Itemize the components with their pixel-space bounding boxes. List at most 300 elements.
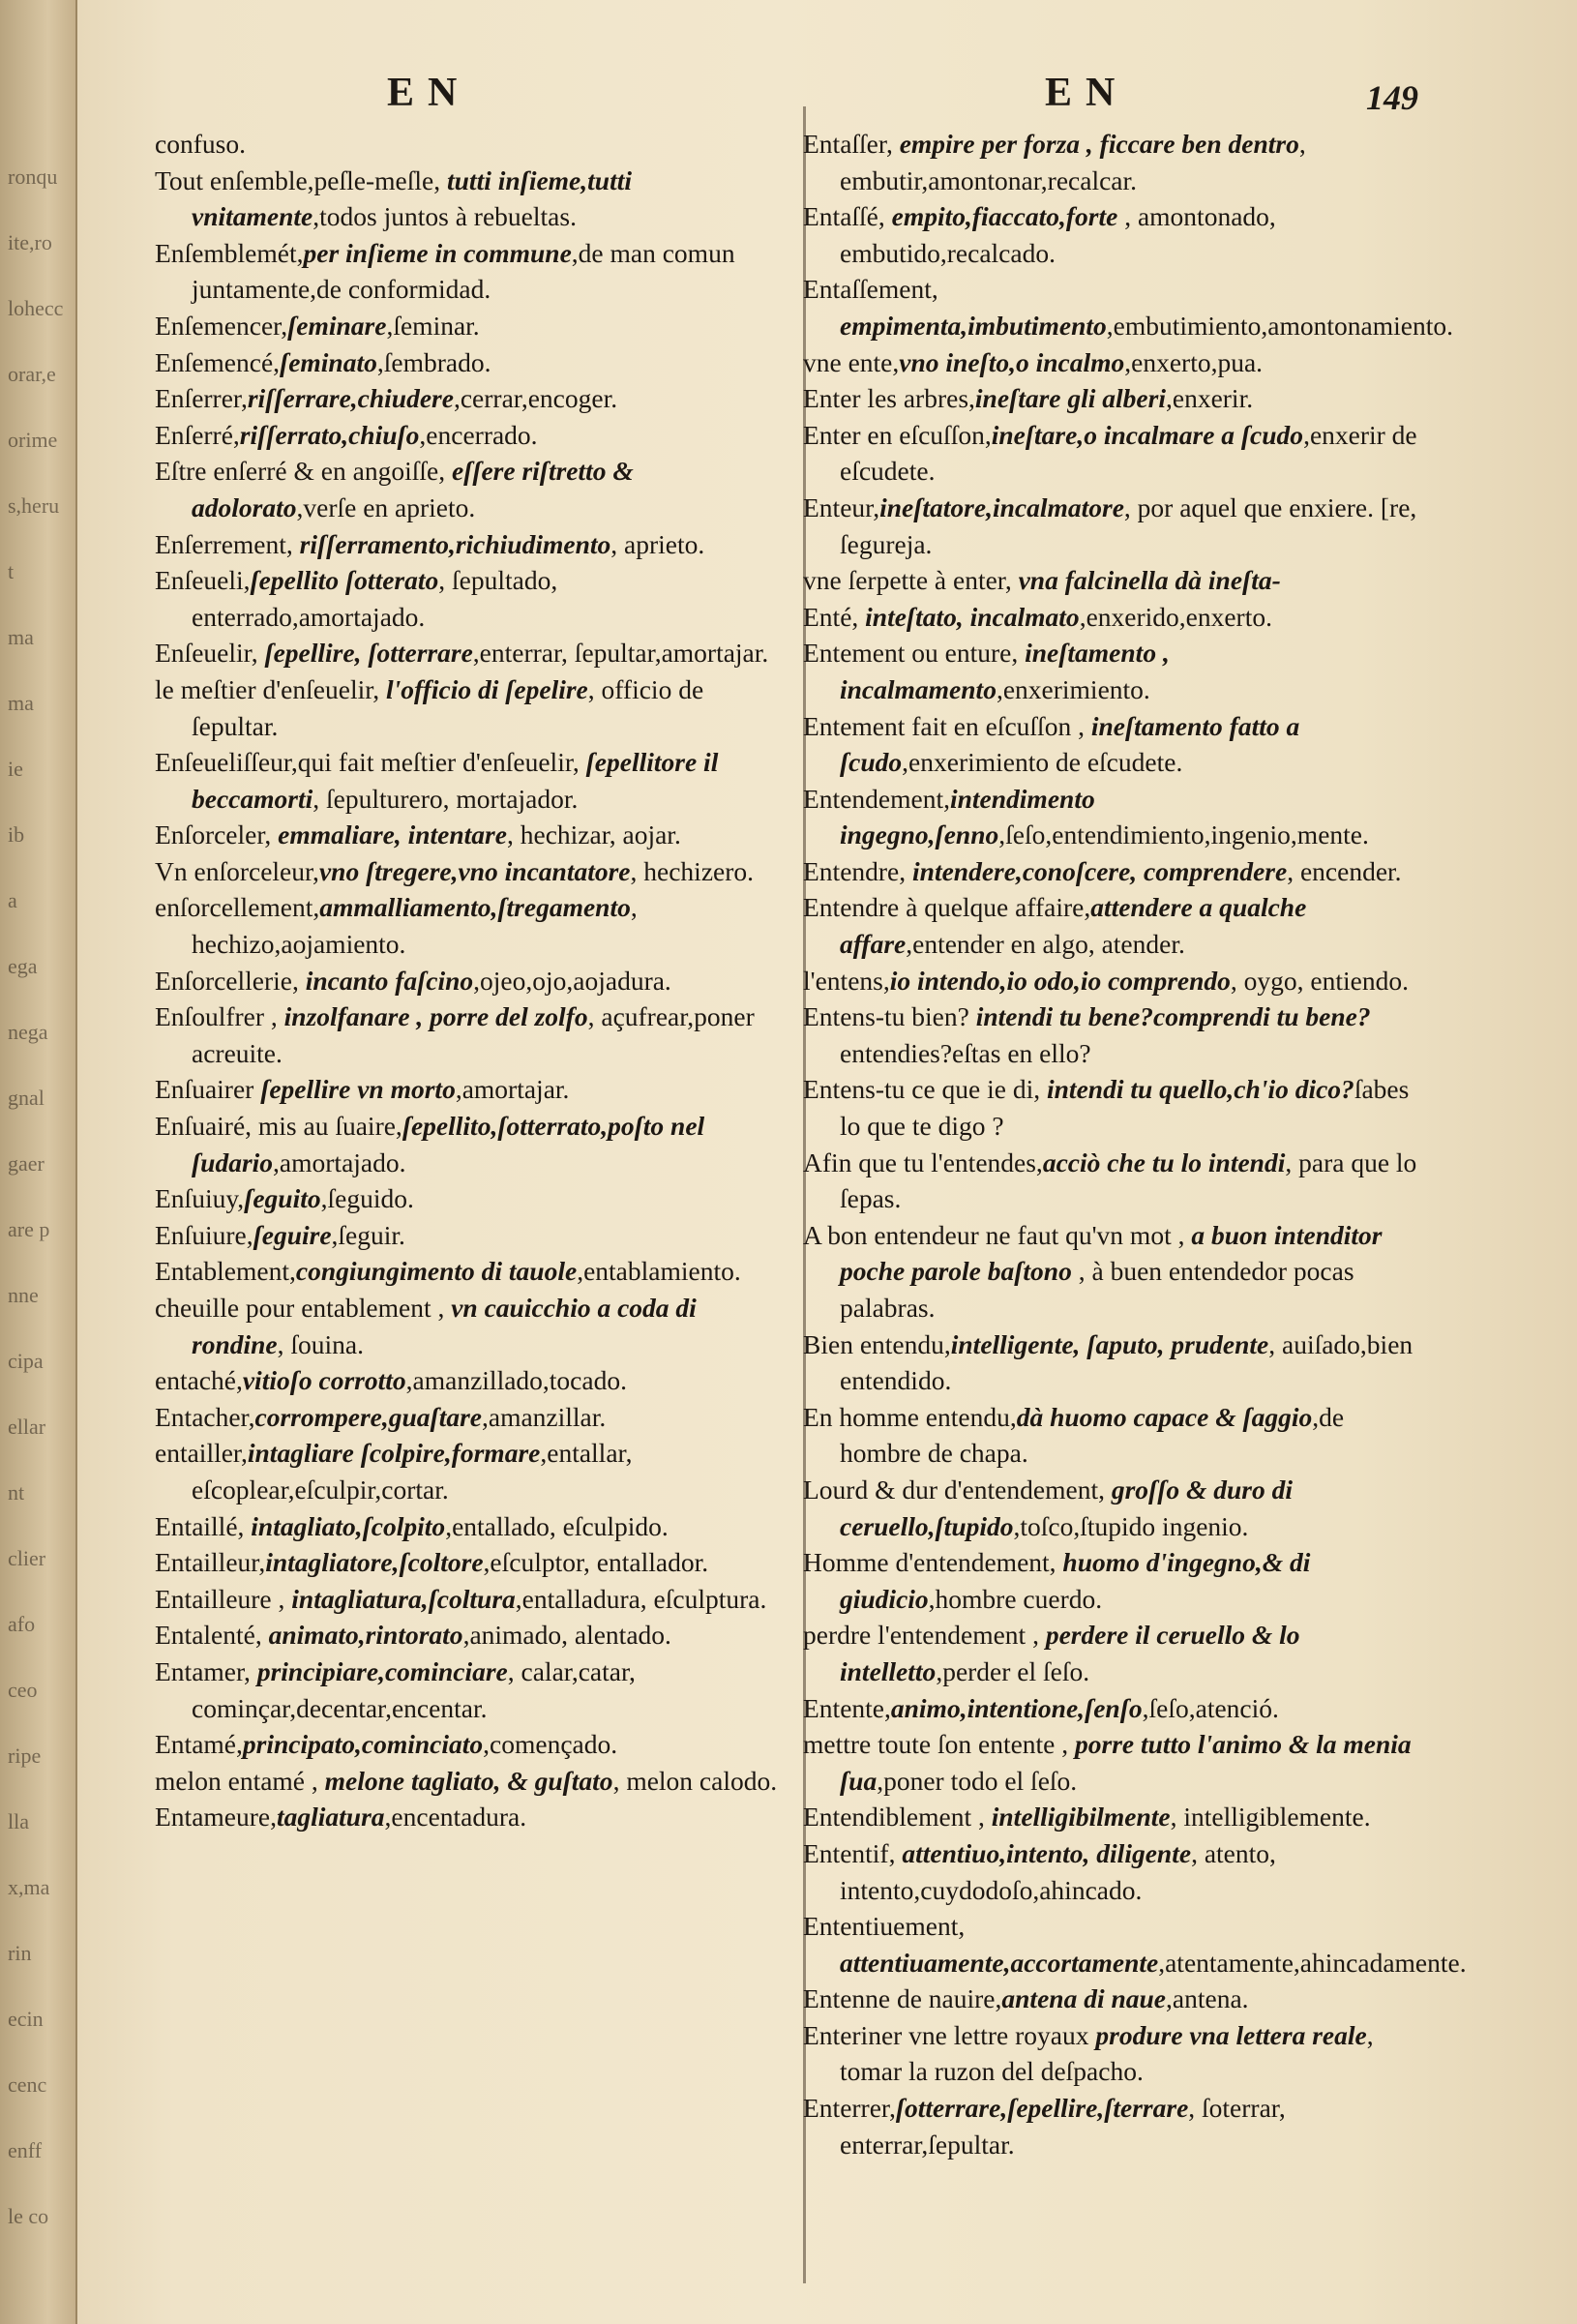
entry-italian: vna falcinella dà ineſta-	[1018, 565, 1281, 596]
entry-italian: ſepellito ſotterato	[250, 565, 439, 596]
entry-headword: Enteriner vne lettre royaux	[803, 2019, 1096, 2050]
entry-italian: ſepellire, ſotterrare	[264, 638, 473, 669]
entry-italian: dà huomo capace & ſaggio	[1016, 1401, 1313, 1432]
entry-headword: Enſerrement,	[155, 528, 300, 559]
entry-italian: congiungimento di tauole	[295, 1256, 578, 1287]
entry-spanish: ,entablamiento.	[577, 1256, 741, 1287]
dictionary-entry	[803, 271, 1453, 343]
entry-italian: ineſtatore,incalmatore	[879, 492, 1124, 522]
dictionary-entry	[803, 1399, 1422, 1472]
entry-italian: intelligente, ſaputo, prudente	[950, 1328, 1269, 1359]
entry-italian: riſſerrare,chiudere	[247, 383, 454, 414]
dictionary-entry	[803, 1071, 1422, 1144]
margin-fragment: afo	[8, 1612, 36, 1636]
dictionary-entry	[155, 453, 784, 525]
entry-spanish: ,toſco,ſtupido ingenio.	[1013, 1510, 1249, 1541]
running-head-right: EN	[1045, 71, 1129, 115]
entry-headword: Entente,	[803, 1692, 891, 1723]
entry-spanish: ,ſeguir.	[331, 1219, 405, 1250]
dictionary-entry	[155, 817, 784, 853]
dictionary-entry	[155, 562, 784, 635]
margin-fragment: ib	[8, 822, 25, 847]
entry-headword: Enſuiuy,	[155, 1183, 245, 1214]
entry-spanish: , atento, intento,cuydodoſo,ahincado.	[840, 1837, 1276, 1905]
dictionary-entry	[155, 417, 784, 454]
margin-fragment: ceo	[8, 1678, 38, 1702]
entry-spanish: ,atentamente,ahincadamente.	[1158, 1947, 1467, 1978]
entry-italian: ſeguire	[253, 1219, 332, 1250]
entry-headword: Enſuairer	[155, 1074, 261, 1105]
entry-italian: eſſere riſtretto & adolorato	[192, 456, 634, 522]
dictionary-entry	[803, 198, 1422, 271]
entry-italian: antena di naue	[1001, 1983, 1167, 2014]
entry-headword: l'entens,	[803, 965, 890, 996]
entry-italian: intagliare ſcolpire,formare	[247, 1438, 541, 1469]
dictionary-entry	[155, 1180, 784, 1217]
dictionary-entry	[155, 163, 784, 235]
entry-headword: vne ente,	[803, 346, 900, 377]
entry-spanish: ,entallado, eſculpido.	[445, 1510, 669, 1541]
entry-italian: io intendo,io odo,io comprendo	[889, 965, 1231, 996]
entry-spanish: ,amanzillado,tocado.	[405, 1365, 627, 1396]
entry-spanish: , hechizar, aojar.	[506, 819, 681, 850]
entry-italian: empimenta,imbutimento	[840, 310, 1107, 341]
entry-italian: principato,cominciato	[242, 1729, 484, 1760]
entry-spanish: , por aquel que enxiere. [re, ſegureja.	[840, 492, 1417, 559]
entry-spanish: , melon calodo.	[612, 1765, 778, 1796]
entry-italian: intagliatore,ſcoltore	[265, 1547, 484, 1578]
margin-fragment: s,heru	[8, 493, 60, 518]
dictionary-entry	[155, 1799, 784, 1835]
entry-spanish: ,enxerir de eſcudete.	[840, 419, 1417, 487]
entry-italian: animo,intentione,ſenſo	[890, 1692, 1143, 1723]
entry-headword: Entendre à quelque affaire,	[803, 892, 1091, 923]
entry-italian: a buon intenditor poche parole baſtono	[840, 1219, 1383, 1287]
entry-italian: attentiuo,intento, diligente	[902, 1837, 1192, 1868]
dictionary-entry	[155, 1399, 784, 1436]
entry-headword: Enſerré,	[155, 419, 240, 450]
entry-spanish: ,eſculptor, entallador.	[483, 1547, 709, 1578]
dictionary-entry	[155, 998, 784, 1071]
entry-spanish: ,ſeſo,entendimiento,ingenio,mente.	[998, 819, 1369, 850]
dictionary-entry	[803, 1835, 1422, 1908]
entry-spanish: ,enxerimiento de eſcudete.	[902, 747, 1183, 778]
dictionary-entry	[155, 344, 784, 381]
entry-italian: huomo d'ingegno,& di giudicio	[840, 1547, 1311, 1614]
entry-spanish: ,encerrado.	[419, 419, 538, 450]
margin-fragment: ma	[8, 625, 34, 649]
entry-headword: Enter les arbres,	[803, 383, 975, 414]
entry-headword: Enſoulfrer ,	[155, 1001, 284, 1032]
entry-spanish: , encender.	[1287, 855, 1402, 886]
dictionary-entry	[155, 1435, 784, 1507]
entry-spanish: ,perder el ſeſo.	[936, 1655, 1090, 1686]
entry-spanish: , embutir,amontonar,recalcar.	[840, 129, 1306, 195]
entry-headword: Enſemencé,	[155, 346, 281, 377]
entry-headword: Entaſſer,	[803, 129, 900, 159]
entry-headword: Enſuairé, mis au ſuaire,	[155, 1111, 402, 1142]
dictionary-entry	[155, 1617, 784, 1654]
dictionary-entry	[803, 1326, 1422, 1399]
entry-italian: ammalliamento,ſtregamento	[319, 892, 631, 923]
dictionary-entry	[155, 1290, 784, 1362]
dictionary-entry	[803, 490, 1422, 562]
dictionary-entry	[155, 380, 784, 417]
entry-headword: Tout enſemble,peſle-meſle,	[155, 164, 447, 195]
entry-spanish: ,ſeguido.	[320, 1183, 414, 1214]
entry-spanish: , calar,catar, cominçar,decentar,encentar.	[192, 1655, 636, 1723]
entry-spanish: ,entender en algo, atender.	[906, 929, 1185, 960]
entry-italian: attentiuamente,accortamente	[840, 1947, 1159, 1978]
dictionary-entry	[155, 235, 784, 308]
entry-headword: A bon entendeur ne faut qu'vn mot ,	[803, 1219, 1192, 1250]
entry-spanish: , ſepultado, enterrado,amortajado.	[192, 565, 558, 632]
entry-headword: perdre l'entendement ,	[803, 1620, 1046, 1651]
entry-headword: Vn enſorceleur,	[155, 855, 319, 886]
running-head-left: EN	[387, 71, 471, 115]
entry-spanish: ,todos juntos à rebueltas.	[312, 201, 577, 232]
entry-italian: per inſieme in commune	[303, 237, 572, 268]
entry-italian: emmaliare, intentare	[278, 819, 507, 850]
entry-italian: intelligibilmente	[991, 1802, 1171, 1832]
entry-headword: Entacher,	[155, 1401, 255, 1432]
dictionary-entry	[803, 1544, 1422, 1617]
entry-spanish: ,enxerir.	[1165, 383, 1254, 414]
entry-headword: Enſeuelir,	[155, 638, 265, 669]
entry-spanish: , hechizo,aojamiento.	[192, 892, 638, 960]
entry-italian: ſeguito	[244, 1183, 321, 1214]
dictionary-entry	[803, 853, 1422, 890]
dictionary-entry	[155, 1654, 784, 1726]
margin-fragment: nega	[8, 1020, 48, 1044]
entry-spanish: entendies?eſtas en ello?	[840, 1037, 1091, 1068]
entry-italian: perdere il ceruello & lo intelletto	[840, 1620, 1300, 1686]
dictionary-entry	[155, 963, 784, 999]
entry-headword: Entens-tu ce que ie di,	[803, 1074, 1047, 1105]
entry-italian: produre vna lettera reale	[1095, 2019, 1367, 2050]
entry-spanish: , à buen entendedor pocas palabras.	[840, 1256, 1354, 1323]
entry-spanish: ,cerrar,encoger.	[453, 383, 618, 414]
entry-headword: melon entamé ,	[155, 1765, 325, 1796]
entry-headword: Entenne de nauire,	[803, 1983, 1002, 2014]
entry-spanish: ſabes lo que te digo ?	[840, 1074, 1410, 1142]
entry-headword: Enſuiure,	[155, 1219, 253, 1250]
entry-headword: Eſtre enſerré & en angoiſſe,	[155, 456, 452, 487]
page-number: 149	[1366, 78, 1418, 117]
entry-spanish: , officio de ſepultar.	[192, 673, 704, 741]
entry-headword: Entablement,	[155, 1256, 296, 1287]
entry-spanish: ,embutimiento,amontonamiento.	[1106, 310, 1453, 341]
entry-headword: entaché,	[155, 1365, 243, 1396]
entry-italian: attendere a qualche affare	[840, 892, 1307, 960]
entry-italian: intendere,conoſcere, comprendere	[912, 855, 1288, 886]
entry-italian: groſſo & duro di ceruello,ſtupido	[840, 1474, 1293, 1541]
entry-headword: Entendement,	[803, 783, 950, 814]
entry-italian: incanto faſcino	[305, 965, 474, 996]
dictionary-entry	[803, 1981, 1422, 2017]
margin-fragment: gnal	[8, 1086, 45, 1110]
entry-italian: ſepellire vn morto	[260, 1074, 456, 1105]
entry-italian: riſſerrato,chiuſo	[239, 419, 420, 450]
entry-headword: Enſorcellerie,	[155, 965, 306, 996]
entry-headword: Enſeueliſſeur,qui fait meſtier d'enſeuelir,	[155, 747, 586, 778]
entry-headword: Enſeueli,	[155, 565, 251, 596]
entry-spanish: ,animado, alentado.	[462, 1620, 671, 1651]
entry-headword: cheuille pour entablement ,	[155, 1293, 452, 1323]
entry-italian: ſepellitore il beccamorti	[192, 747, 719, 814]
entry-headword: Entameure,	[155, 1802, 277, 1832]
dictionary-entry	[803, 417, 1422, 490]
dictionary-entry	[155, 1108, 784, 1180]
margin-fragment: ellar	[8, 1415, 46, 1439]
dictionary-entry	[155, 1217, 784, 1254]
dictionary-entry	[803, 599, 1422, 636]
dictionary-entry	[155, 1544, 784, 1581]
margin-fragment: x,ma	[8, 1875, 50, 1899]
entry-headword: Entement ou enture,	[803, 638, 1026, 669]
entry-spanish: ,poner todo el ſeſo.	[877, 1765, 1078, 1796]
margin-fragment: t	[8, 559, 15, 583]
entry-headword: Enſemencer,	[155, 310, 288, 341]
entry-italian: tutti inſieme,tutti vnitamente	[192, 164, 632, 232]
dictionary-entry	[155, 308, 784, 344]
entry-italian: ſepellito,ſotterrato,poſto nel ſudario	[192, 1111, 705, 1177]
entry-spanish: ,enxerto,pua.	[1124, 346, 1264, 377]
entry-headword: Afin que tu l'entendes,	[803, 1147, 1043, 1177]
margin-fragment: are p	[8, 1217, 50, 1241]
margin-fragment: ie	[8, 757, 23, 781]
entry-headword: Enſerrer,	[155, 383, 248, 414]
entry-spanish: ,enxerido,enxerto.	[1079, 601, 1272, 632]
entry-headword: Entaillé,	[155, 1510, 252, 1541]
entry-italian: ineſtare gli alberi	[974, 383, 1166, 414]
margin-fragment: enff	[8, 2138, 43, 2162]
dictionary-entry	[803, 781, 1422, 853]
entry-headword: Lourd & dur d'entendement,	[803, 1474, 1112, 1505]
margin-fragment: ecin	[8, 2007, 44, 2031]
margin-fragment: cenc	[8, 2072, 47, 2097]
entry-headword: vne ſerpette à enter,	[803, 565, 1019, 596]
entry-spanish: , ſoterrar, enterrar,ſepultar.	[840, 2093, 1286, 2160]
dictionary-entry	[155, 1071, 784, 1108]
margin-fragment: nt	[8, 1480, 25, 1505]
entry-spanish: ,amortajado.	[273, 1147, 406, 1177]
entry-headword: En homme entendu,	[803, 1401, 1017, 1432]
dictionary-entry	[803, 1908, 1467, 1981]
margin-fragment: orar,e	[8, 362, 56, 386]
entry-italian: ineſtamento , incalmamento	[840, 638, 1170, 704]
entry-spanish: ,de hombre de chapa.	[840, 1401, 1345, 1469]
dictionary-entry	[803, 963, 1422, 999]
entry-italian: intagliatura,ſcoltura	[291, 1583, 516, 1614]
entry-italian: animato,rintorato	[268, 1620, 463, 1651]
entry-italian: inzolfanare , porre del zolfo	[283, 1001, 588, 1032]
entry-spanish: ,amanzillar.	[482, 1401, 607, 1432]
dictionary-entry	[155, 1763, 784, 1800]
margin-fragment: lla	[8, 1809, 29, 1833]
entry-headword: Enté,	[803, 601, 866, 632]
dictionary-entry	[803, 998, 1422, 1071]
entry-headword: Enter en eſcuſſon,	[803, 419, 992, 450]
margin-fragment: ripe	[8, 1743, 42, 1768]
entry-italian: intagliato,ſcolpito	[251, 1510, 446, 1541]
margin-fragment: ega	[8, 954, 38, 978]
entry-spanish: , amontonado, embutido,recalcado.	[840, 201, 1276, 268]
entry-italian: principiare,cominciare	[256, 1655, 508, 1686]
entry-spanish: , ſouina.	[277, 1328, 365, 1359]
dictionary-entry	[803, 1472, 1422, 1544]
entry-italian: melone tagliato, & guſtato	[324, 1765, 613, 1796]
dictionary-entry	[155, 526, 784, 563]
entry-spanish: confuso.	[155, 129, 246, 159]
entry-headword: Bien entendu,	[803, 1328, 951, 1359]
dictionary-entry	[155, 671, 784, 744]
previous-page-edge	[0, 0, 77, 2324]
dictionary-entry	[803, 2090, 1422, 2162]
dictionary-entry	[803, 1145, 1422, 1217]
margin-fragment: ite,ro	[8, 230, 52, 254]
entry-headword: Ententiuement,	[803, 1911, 966, 1942]
entry-spanish: , ſepulturero, mortajador.	[312, 783, 579, 814]
margin-fragment: gaer	[8, 1151, 45, 1176]
margin-fragment: clier	[8, 1546, 46, 1570]
dictionary-entry	[803, 1617, 1422, 1689]
entry-italian: intendi tu bene?comprendi tu bene?	[975, 1001, 1371, 1032]
entry-italian: vno ineſto,o incalmo	[899, 346, 1125, 377]
entry-headword: Entendre,	[803, 855, 913, 886]
dictionary-entry	[803, 889, 1422, 962]
dictionary-entry	[155, 126, 784, 163]
entry-spanish: ,ojeo,ojo,aojadura.	[473, 965, 671, 996]
margin-fragment: lohecc	[8, 296, 64, 320]
entry-headword: Entalenté,	[155, 1620, 269, 1651]
margin-fragment: ma	[8, 691, 34, 715]
dictionary-entry	[803, 708, 1422, 781]
dictionary-entry	[803, 1799, 1422, 1835]
entry-headword: Entaſſement,	[803, 274, 938, 305]
entry-italian: porre tutto l'animo & la menia ſua	[840, 1729, 1412, 1796]
dictionary-entry	[155, 889, 784, 962]
entry-headword: mettre toute ſon entente ,	[803, 1729, 1076, 1760]
entry-italian: acciò che tu lo intendi	[1042, 1147, 1286, 1177]
entry-italian: empire per forza , ficcare ben dentro	[899, 129, 1299, 159]
entry-italian: tagliatura	[276, 1802, 385, 1832]
entry-spanish: ,enterrar, ſepultar,amortajar.	[472, 638, 769, 669]
entry-italian: ſotterrare,ſepellire,ſterrare	[895, 2093, 1189, 2124]
entry-headword: Enſorceler,	[155, 819, 279, 850]
entry-italian: intendimento ingegno,ſenno	[840, 783, 1095, 850]
dictionary-entry	[155, 744, 784, 817]
entry-headword: Homme d'entendement,	[803, 1547, 1063, 1578]
entry-headword: Entamer,	[155, 1655, 257, 1686]
entry-italian: vitioſo corrotto	[242, 1365, 406, 1396]
entry-spanish: ,antena.	[1166, 1983, 1249, 2014]
left-column	[155, 126, 784, 1835]
entry-italian: vno ſtregere,vno incantatore	[318, 855, 631, 886]
entry-headword: Entailleure ,	[155, 1583, 292, 1614]
dictionary-entry	[803, 2017, 1422, 2090]
entry-headword: Entailleur,	[155, 1547, 266, 1578]
dictionary-entry	[803, 1217, 1422, 1326]
margin-fragment: le co	[8, 2204, 49, 2228]
dictionary-entry	[155, 853, 784, 890]
entry-spanish: , tomar la ruzon del deſpacho.	[840, 2019, 1374, 2087]
entry-headword: Entaſſé,	[803, 201, 892, 232]
entry-spanish: ,amortajar.	[455, 1074, 570, 1105]
entry-headword: Enſemblemét,	[155, 237, 304, 268]
entry-spanish: , auiſado,bien entendido.	[840, 1328, 1413, 1396]
entry-headword: entailler,	[155, 1438, 248, 1469]
dictionary-entry	[803, 1690, 1422, 1727]
entry-italian: ineſtare,o incalmare a ſcudo	[991, 419, 1304, 450]
entry-spanish: ,començado.	[483, 1729, 618, 1760]
dictionary-entry	[155, 1253, 784, 1290]
entry-spanish: ,de man comun juntamente,de conformidad.	[192, 237, 735, 305]
entry-spanish: ,hombre cuerdo.	[928, 1583, 1103, 1614]
entry-italian: ſeminato	[280, 346, 377, 377]
margin-fragment: ronqu	[8, 164, 58, 189]
dictionary-entry	[155, 1508, 784, 1545]
entry-headword: Enteur,	[803, 492, 880, 522]
dictionary-entry	[803, 635, 1422, 707]
margin-fragment: a	[8, 888, 17, 912]
entry-headword: Entement fait en eſcuſſon ,	[803, 710, 1091, 741]
dictionary-entry	[155, 635, 784, 671]
entry-headword: Enterrer,	[803, 2093, 896, 2124]
entry-spanish: , açufrear,poner acreuite.	[192, 1001, 755, 1068]
entry-headword: enſorcellement,	[155, 892, 320, 923]
entry-spanish: ,entalladura, eſculptura.	[515, 1583, 767, 1614]
dictionary-entry	[803, 1726, 1422, 1799]
entry-italian: corrompere,guaſtare	[254, 1401, 482, 1432]
entry-spanish: , oygo, entiendo.	[1230, 965, 1409, 996]
entry-headword: Ententif,	[803, 1837, 903, 1868]
dictionary-entry	[155, 1726, 784, 1763]
entry-spanish: ,ſembrado.	[376, 346, 491, 377]
dictionary-entry	[803, 126, 1422, 198]
right-column	[803, 126, 1467, 2162]
margin-fragment: orime	[8, 428, 58, 452]
entry-spanish: ,ſeminar.	[386, 310, 480, 341]
dictionary-entry	[803, 380, 1422, 417]
entry-italian: ſeminare	[287, 310, 387, 341]
entry-italian: empito,fiaccato,forte	[891, 201, 1118, 232]
entry-italian: vn cauicchio a coda di rondine	[192, 1293, 697, 1359]
margin-fragment: nne	[8, 1283, 39, 1307]
entry-spanish: , hechizero.	[630, 855, 755, 886]
dictionary-entry	[155, 1362, 784, 1399]
entry-spanish: , intelligiblemente.	[1170, 1802, 1371, 1832]
entry-spanish: ,encentadura.	[384, 1802, 527, 1832]
entry-italian: intendi tu quello,ch'io dico?	[1047, 1074, 1354, 1105]
entry-headword: le meſtier d'enſeuelir,	[155, 673, 387, 704]
entry-italian: inteſtato, incalmato	[865, 601, 1080, 632]
margin-fragment: cipa	[8, 1349, 44, 1373]
entry-spanish: ,verſe en aprieto.	[296, 492, 476, 522]
entry-spanish: , aprieto.	[610, 528, 705, 559]
entry-spanish: , para que lo ſepas.	[840, 1147, 1417, 1214]
entry-italian: l'officio di ſepelire	[386, 673, 588, 704]
entry-spanish: ,entallar, eſcoplear,eſculpir,cortar.	[192, 1438, 633, 1505]
dictionary-entry	[803, 562, 1422, 599]
margin-fragment: rin	[8, 1941, 32, 1965]
dictionary-entry	[155, 1581, 784, 1618]
entry-headword: Entamé,	[155, 1729, 243, 1760]
dictionary-entry	[803, 344, 1422, 381]
entry-headword: Entens-tu bien?	[803, 1001, 976, 1032]
entry-headword: Entendiblement ,	[803, 1802, 992, 1832]
entry-italian: riſſerramento,richiudimento	[299, 528, 611, 559]
